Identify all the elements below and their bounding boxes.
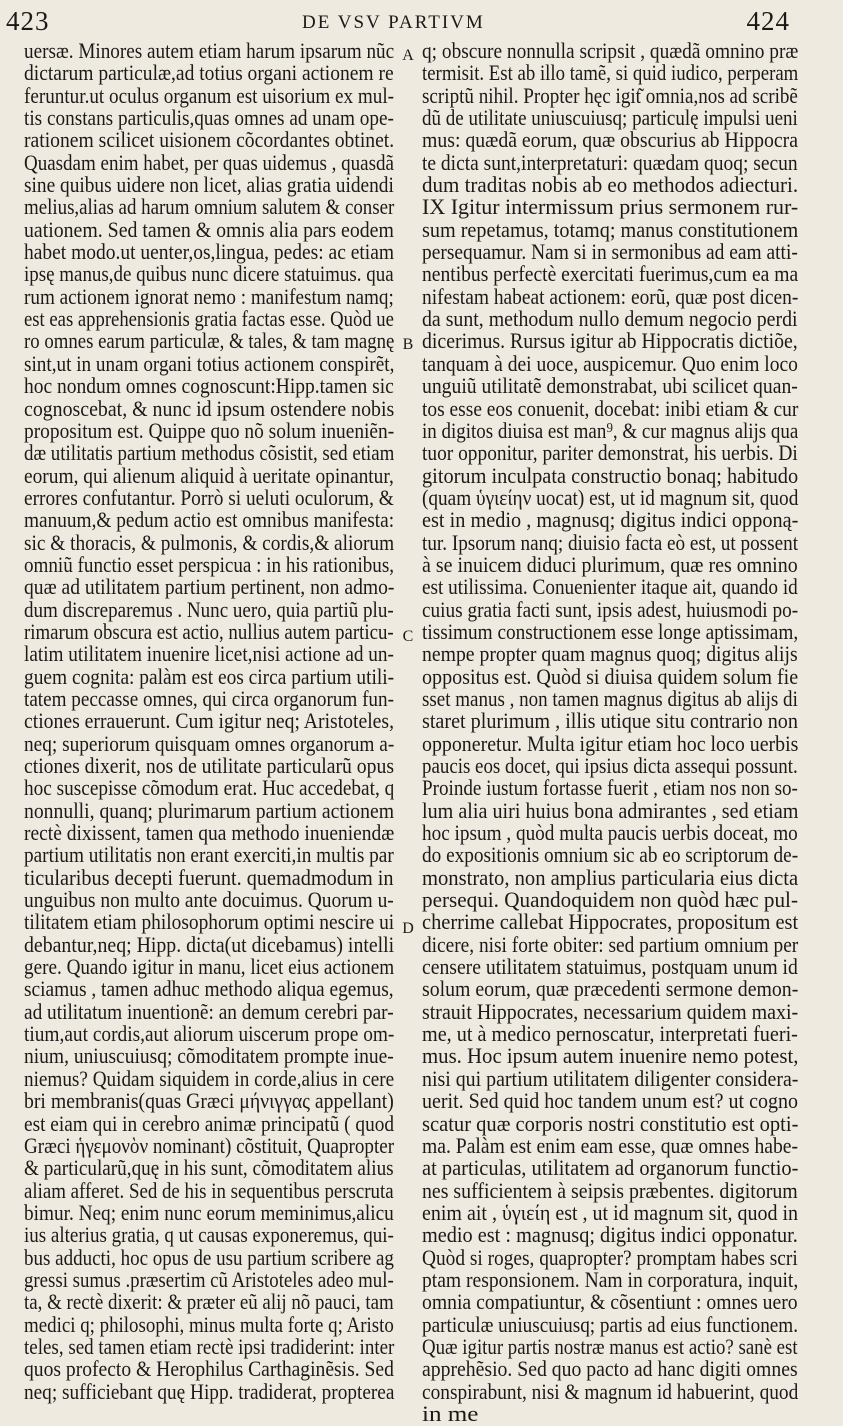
text-line: ctiones errauerunt. Cum igitur neq; Aristoteles,	[24, 708, 395, 734]
text-line: dum traditas nobis ab eo methodos adiecturi.	[422, 172, 799, 198]
text-line: errores confutantur. Porrò si ueluti oculorum, &	[24, 484, 394, 510]
text-line: sic & thoracis, & pulmonis, & cordis,& aliorum	[24, 529, 395, 555]
text-line: tur. Ipsorum nanq; diuisio facta eò est, ut possent	[422, 529, 799, 555]
text-line: neq; sufficiebant quę Hipp. tradiderat, propterea	[24, 1378, 395, 1404]
text-line: oppositus est. Quòd si diuisa quidem solum fie	[422, 663, 799, 689]
text-line: sine quibus uidere non licet, alias gratia uidendi	[24, 172, 394, 198]
text-line: debantur,neq; Hipp. dicta(ut dicebamus) intelli	[24, 931, 395, 957]
text-line: nempe propter quam magnus quoq; digitus alijs	[422, 641, 798, 667]
text-line: Quasdam enim habet, per quas uidemus , quasdã	[24, 149, 394, 175]
text-line: gressi sumus .præsertim cũ Aristoteles adeo mul-	[24, 1266, 394, 1292]
text-line: sum repetamus, totamq; manus constitutionem	[422, 216, 799, 242]
text-line: particulæ uniuscuiusq; partis ad eius functionem.	[422, 1311, 799, 1337]
text-line: eorum, qui alienum aliquid à ueritate opinantur,	[24, 462, 394, 488]
margin-gutter	[396, 0, 420, 1274]
text-line: Græci ἡγεμονὸν nominant) cõstituit, Quapropter	[24, 1132, 395, 1158]
text-line: melius,alias ad harum omnium salutem & conser	[24, 194, 395, 220]
text-line: ius alterius gratia, q ut causas exponeremus, qui-	[24, 1222, 394, 1248]
text-line: partium utilitatis non erant exerciti,in multis par	[24, 842, 394, 868]
text-line: nonnulli, quanq; plurimarum partium actionem	[24, 797, 395, 823]
text-line: aliam afferet. Sed de his in sequentibus perscruta	[24, 1177, 394, 1203]
text-line: tanquam à dei uoce, auspicemur. Quo enim loco	[422, 350, 798, 376]
text-line: ctiones dixerit, nos de utilitate particularũ opus	[24, 753, 394, 778]
text-line: scatur quæ corporis nostri constitutio est opti-	[422, 1110, 799, 1136]
text-line: habet modo.ut uenter,os,lingua, pedes: ac etiam	[24, 239, 395, 265]
margin-marker-c: C	[402, 628, 414, 645]
text-line: nentibus perfectè exercitati fuerimus,cum ea ma	[422, 261, 799, 287]
text-line: persequi. Quandoquidem non quòd hæc pul-	[422, 887, 798, 913]
text-line: enim ait , ὑγιείη est , ut id magnum sit, quod in	[422, 1199, 799, 1225]
text-line: lum alia uiri huius bona admirantes , sed etiam	[422, 797, 799, 823]
text-line: bri membranis(quas Græci μήνιγγας appellant)	[24, 1088, 394, 1114]
text-line: ma. Palàm est enim eam esse, quæ omnes habe-	[422, 1132, 799, 1158]
margin-marker-b: B	[402, 336, 414, 353]
text-line: est utilissima. Conuenienter itaque ait, quando id	[422, 574, 798, 600]
text-line: hoc suscepisse cõmodum erat. Huc accedebat, q	[24, 775, 395, 801]
text-line: guem cognita: palàm est eos circa partium utili-	[24, 663, 395, 689]
text-line: bimur. Neq; enim nunc eorum meminimus,alicu	[24, 1199, 394, 1225]
page-number-right: 424	[746, 6, 790, 36]
text-line: tis constans particulis,quas omnes ad unam ope-	[24, 105, 394, 131]
text-line: dum discreparemus . Nunc uero, quia partiũ plu-	[24, 596, 394, 622]
text-line: est eiam qui in cerebro animæ principatũ ( quod	[24, 1110, 395, 1136]
text-line: nium, uniuscuiusq; cõmoditatem prompte inue-	[24, 1043, 394, 1069]
text-line: te dicta sunt,interpretaturi: quædam quoq; secun	[422, 149, 798, 175]
text-line: dũ de utilitate uniuscuiusq; particulę impulsi ueni	[422, 105, 798, 131]
text-line: ad utilitatum inuentionẽ: an demum cerebri par-	[24, 998, 394, 1024]
text-line: à se inuicem diduci plurimum, quæ res omnino	[422, 551, 798, 577]
text-line: cognoscebat, & nunc id ipsum ostendere nobis	[24, 395, 395, 421]
text-line: strauit Hippocrates, necessarium quidem maxi-	[422, 998, 799, 1024]
text-line: do expositionis omnium sic ab eo scriptorum de-	[422, 842, 799, 868]
text-line: quos profecto & Herophilus Carthaginẽsis. Sed	[24, 1356, 394, 1382]
margin-marker-d: D	[402, 920, 414, 937]
text-line: tatem peccasse omnes, qui circa organorum fun-	[24, 685, 394, 711]
text-line: cuius gratia facti sunt, ipsis adest, huiusmodi po-	[422, 596, 799, 622]
text-line: paucis eos docet, qui ipsius dicta assequi possunt.	[422, 753, 798, 778]
text-line: (quam ὑγιείην uocat) est, ut id magnum sit, quod	[422, 484, 799, 510]
text-line: dæ utilitatis partium methodus cõsistit, sed etiam	[24, 440, 395, 466]
text-line: Quòd si roges, quapropter? promptam habes scri	[422, 1244, 798, 1270]
text-line: uersæ. Minores autem etiam harum ipsarum nũc	[24, 38, 395, 63]
text-line: neq; superiorum quisquam omnes organorum a-	[24, 730, 395, 756]
text-line: monstrato, non amplius particularia eius dicta	[422, 864, 799, 890]
text-line: uationem. Sed tamen & omnis alia pars eodem	[24, 216, 394, 242]
text-line: hoc ipsum , quòd multa paucis uerbis doceat, mo	[422, 820, 798, 846]
text-line: uerit. Sed quid hoc tandem unum est? ut cogno	[422, 1088, 798, 1114]
text-line: unguiũ utilitatẽ demonstrabat, ubi scilicet quan-	[422, 373, 798, 399]
text-line: quæ ad utilitatem partium pertinent, non admo-	[24, 574, 395, 600]
text-line: nisi qui partium utilitatem diligenter considera-	[422, 1065, 799, 1091]
text-line: teles, sed tamen etiam rectè ipsi tradiderint: inter	[24, 1333, 395, 1359]
text-line: sciamus , tamen adhuc methodo aliqua egemus,	[24, 976, 394, 1002]
text-line: sint,ut in unam organi totius actionem conspirẽt,	[24, 350, 395, 376]
text-line: nifestam habeat actionem: eorũ, quæ post dicen-	[422, 283, 799, 309]
text-line: termisit. Est ab illo tamẽ, si quid iudico, perperam	[422, 60, 799, 86]
text-line: scriptũ nihil. Propter hęc igit͂ omnia,nos ad scribẽ	[422, 82, 798, 108]
text-line: gitorum inculpata constructio bonaq; habitudo	[422, 462, 799, 488]
text-line: dicerimus. Rursus igitur ab Hippocratis dictiõe,	[422, 328, 798, 354]
text-line: hoc nondum omnes cognoscunt:Hipp.tamen sic	[24, 373, 394, 399]
text-line: q; obscure nonnulla scripsit , quædã omnino præ	[422, 38, 799, 63]
text-line: manuum,& pedum actio est omnibus manifesta:	[24, 507, 395, 533]
text-line: me, ut à medico pernoscatur, interpretati fueri-	[422, 1021, 798, 1047]
text-line: solum eorum, quæ præcedenti sermone demon-	[422, 976, 799, 1002]
text-line: in me	[422, 1400, 479, 1426]
text-line: rum actionem ignorat nemo : manifestum namq;	[24, 283, 394, 309]
text-line: persequamur. Nam si in sermonibus ad eam atti-	[422, 239, 798, 265]
text-line: est in medio , magnusq; digitus indici opponą-	[422, 507, 799, 533]
right-text-column	[422, 38, 799, 1426]
text-line: apprehẽsio. Sed quo pacto ad hanc digiti omnes	[422, 1356, 798, 1382]
text-line: ptam responsionem. Nam in corporatura, inquit,	[422, 1266, 799, 1292]
text-line: cherrime callebat Hippocrates, propositum est	[422, 909, 799, 935]
running-title: DE VSV PARTIVM	[302, 12, 485, 33]
text-line: in digitos diuisa est man⁹, & cur magnus alijs qua	[422, 417, 799, 443]
text-line: feruntur.ut oculus organum est uisorium ex mul-	[24, 82, 395, 108]
text-line: tissimum constructionem esse longe aptissimam,	[422, 618, 799, 644]
text-line: gere. Quando igitur in manu, licet eius actionem	[24, 954, 395, 980]
page-number-left: 423	[6, 6, 50, 36]
text-line: rectè dixissent, tamen qua methodo inueniendæ	[24, 820, 395, 846]
text-line: ipsę manus,de quibus nunc dicere statuimus. qua	[24, 261, 394, 287]
text-line: ticularibus decepti fuerunt. quemadmodum in	[24, 864, 394, 890]
text-line: latim utilitatem inuenire licet,nisi actione ad un-	[24, 641, 394, 667]
text-line: IX Igitur intermissum prius sermonem rur-	[422, 194, 799, 220]
text-line: censere utilitatem statuimus, postquam unum id	[422, 954, 798, 980]
text-line: Quæ igitur partis nostræ manus est actio? sanè est	[422, 1333, 798, 1359]
text-line: dictarum particulæ,ad totius organi actionem re	[24, 60, 394, 86]
text-line: niemus? Quidam siquidem in corde,alius in cere	[24, 1065, 395, 1091]
text-line: ro omnes earum particulæ, & tales, & tam magnę	[24, 328, 395, 354]
text-line: at particulas, utilitatem ad organorum functio-	[422, 1155, 799, 1181]
text-line: tos esse eos conuenit, docebat: inibi etiam & cur	[422, 395, 799, 421]
text-line: & particularũ,quę in his sunt, cõmoditatem alius	[24, 1155, 394, 1181]
text-line: opponeretur. Multa igitur etiam hoc loco uerbis	[422, 730, 799, 756]
text-line: mus: quædã eorum, quæ obscurius ab Hippocra	[422, 127, 798, 153]
text-line: medici q; philosophi, minus multa forte q; Aristo	[24, 1311, 394, 1337]
text-line: staret plurimum , illis utique situ contrario non	[422, 708, 798, 734]
text-line: est eas apprehensionis gratia factas esse. Quòd ue	[24, 306, 394, 332]
text-line: ta, & rectè dixerit: & præter eũ alij nõ pauci, tam	[24, 1289, 394, 1315]
text-line: sset manus , non tamen magnus digitus ab alijs di	[422, 685, 798, 711]
text-line: dicere, nisi forte obiter: sed partium omnium per	[422, 931, 799, 957]
text-line: Proinde iustum fortasse fuerit , etiam nos non so-	[422, 775, 798, 801]
text-line: tium,aut cordis,aut aliorum uiscerum prope om-	[24, 1021, 395, 1047]
text-line: medio est : magnusq; digitus indici opponatur.	[422, 1222, 798, 1248]
text-line: bus adducti, hoc opus de usu partium scribere ag	[24, 1244, 394, 1270]
text-line: tilitatem etiam philosophorum optimi nescire ui	[24, 909, 395, 935]
text-line: da sunt, methodum nullo demum negocio perdi	[422, 306, 798, 332]
text-line: rationem scilicet uisionem cõcordantes obtinet.	[24, 127, 395, 153]
text-line: nes sufficientem à seipsis præbentes. digitorum	[422, 1177, 798, 1203]
text-line: unguibus non multo ante docuimus. Quorum u-	[24, 887, 394, 913]
text-line: omniũ functio esset perspicua : in his rationibus,	[24, 551, 395, 577]
text-line: propositum est. Quippe quo nõ solum inueniẽn-	[24, 417, 395, 443]
text-line: rimarum obscura est actio, nullius autem particu-	[24, 618, 394, 644]
text-line: mus. Hoc ipsum autem inuenire nemo potest,	[422, 1043, 799, 1069]
text-line: conspirabunt, nisi & magnum id habuerint, quod	[422, 1378, 799, 1404]
left-text-column	[24, 38, 395, 1404]
text-line: tuor opponitur, pariter demonstrat, his uerbis. Di	[422, 440, 798, 466]
margin-marker-a: A	[402, 47, 414, 64]
text-line: omnia compatiuntur, & cõsentiunt : omnes uero	[422, 1289, 798, 1315]
